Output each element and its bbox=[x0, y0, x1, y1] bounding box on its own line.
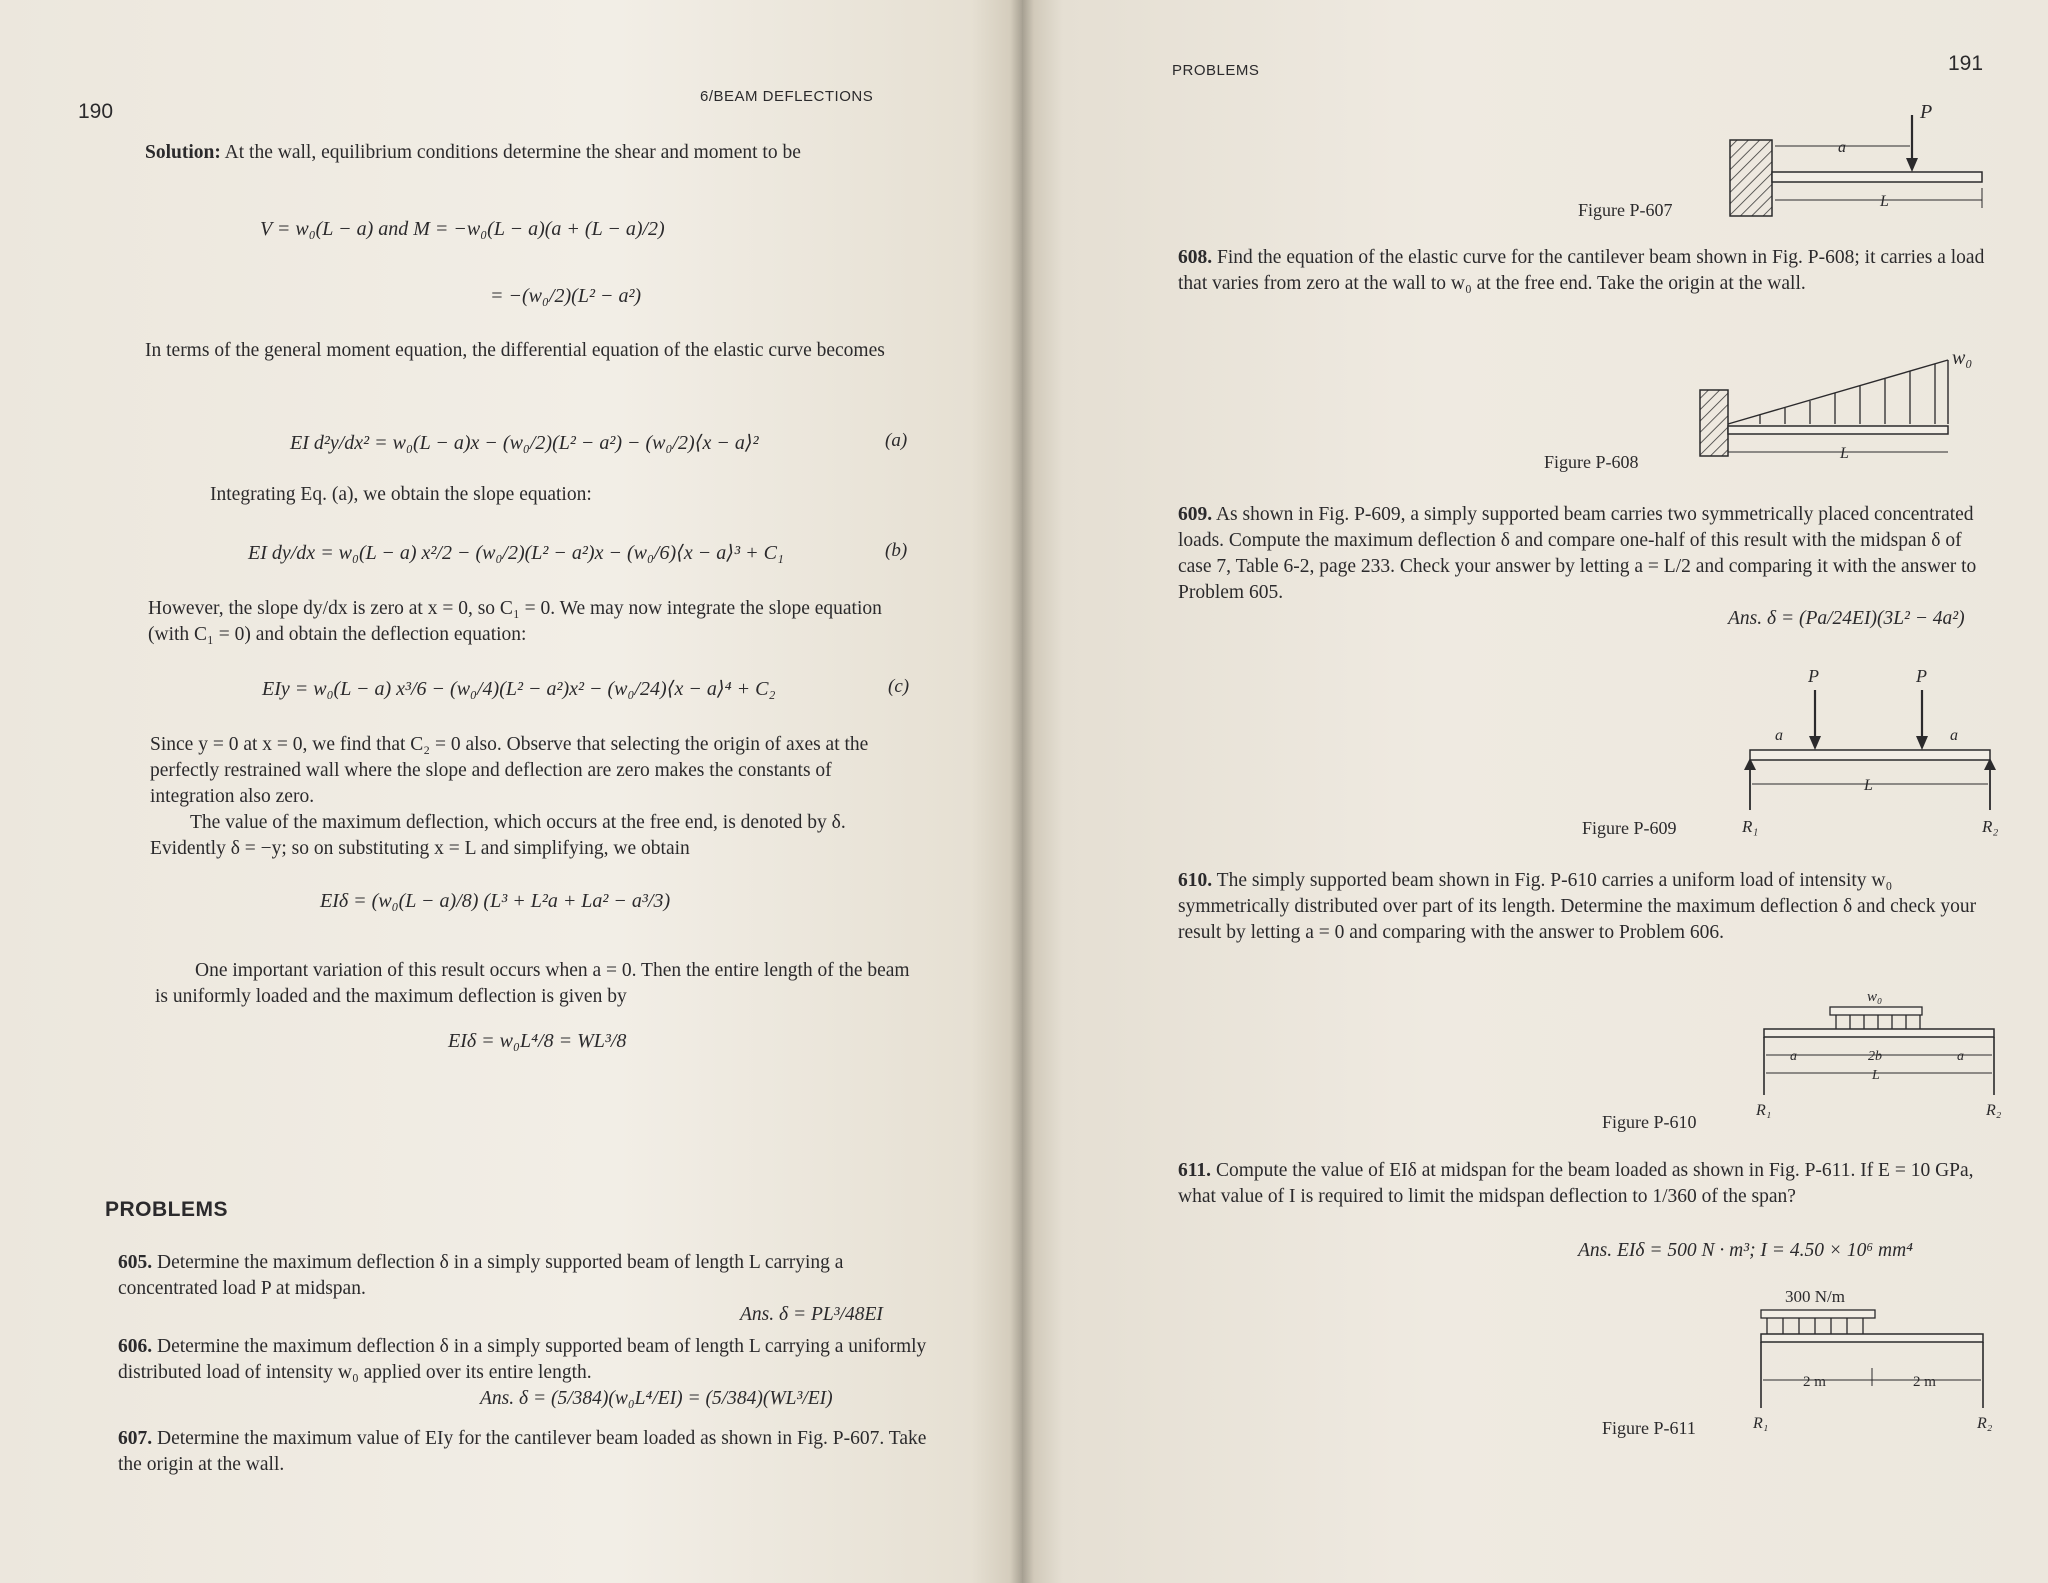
cantilever-beam bbox=[1772, 172, 1982, 182]
equation-final: EIδ = w₀L⁴/8 = WL³/8 bbox=[448, 1030, 627, 1052]
problem-611-answer: Ans. EIδ = 500 N · m³; I = 4.50 × 10⁶ mm⁴ bbox=[1578, 1240, 1913, 1261]
dimension-2m-left-label: 2 m bbox=[1803, 1374, 1826, 1390]
problem-610-number: 610. bbox=[1178, 870, 1213, 891]
reaction-label-left: R₁ bbox=[1753, 1415, 1769, 1432]
simply-supported-beam bbox=[1761, 1334, 1983, 1342]
left-page-number: 190 bbox=[78, 100, 114, 123]
load-arrows bbox=[1836, 1015, 1920, 1029]
equation-b: EI dy/dx = w₀(L − a) x²/2 − (w₀/2)(L² − a²)x − (w₀/6)⟨x − a⟩³ + C₁ bbox=[248, 542, 784, 564]
problems-heading: PROBLEMS bbox=[105, 1198, 229, 1221]
problem-606-number: 606. bbox=[118, 1336, 153, 1357]
paragraph-general-moment: In terms of the general moment equation, the differential equation of the elastic curve becomes bbox=[145, 340, 885, 361]
load-label: P bbox=[1920, 101, 1933, 123]
paragraph-variation: One important variation of this result occurs when a = 0. Then the entire length of the beam is uniformly loaded and the maximum deflection is given by bbox=[155, 960, 910, 1007]
equation-shear-moment: V = w₀(L − a) and M = −w₀(L − a)(a + (L − a)/2) bbox=[260, 218, 665, 240]
equation-a: EI d²y/dx² = w₀(L − a)x − (w₀/2)(L² − a²) − (w₀/2)⟨x − a⟩² bbox=[290, 432, 759, 454]
simply-supported-beam bbox=[1750, 750, 1990, 760]
left-running-head: 6/BEAM DEFLECTIONS bbox=[700, 88, 874, 105]
load-intensity-label: 300 N/m bbox=[1785, 1287, 1845, 1306]
load-label-left: P bbox=[1808, 666, 1819, 686]
solution-intro bbox=[145, 140, 915, 166]
load-block bbox=[1761, 1310, 1875, 1318]
problem-609 bbox=[1178, 502, 1993, 606]
problem-605-number: 605. bbox=[118, 1252, 153, 1273]
figure-p611-caption: Figure P-611 bbox=[1602, 1418, 1696, 1438]
problem-609-answer: Ans. δ = (Pa/24EI)(3L² − 4a²) bbox=[1728, 608, 1965, 629]
load-label-right: P bbox=[1916, 666, 1927, 686]
problem-608-text: Find the equation of the elastic curve for the cantilever beam shown in Fig. P-608; it carries a load that varies from zero at the wall to w₀ at the free end. Take the origin at the wall. bbox=[1178, 247, 1985, 294]
figure-p608 bbox=[1690, 340, 1980, 470]
wall-support bbox=[1730, 140, 1772, 216]
load-arrowhead-left bbox=[1809, 736, 1821, 750]
problem-609-text: As shown in Fig. P-609, a simply supported beam carries two symmetrically placed concentrated loads. Compute the maximum deflection δ and compare one-half of this result with the midspan δ of case 7, Table 6-2, page 233. Check your answer by letting a = L/2 and comparing it with the answer to Problem 605. bbox=[1178, 504, 1977, 603]
dimension-l-label: L bbox=[1880, 193, 1889, 210]
load-intensity-label: w₀ bbox=[1952, 347, 1973, 369]
reaction-label-left: R₁ bbox=[1756, 1102, 1772, 1119]
right-running-head: PROBLEMS bbox=[1172, 62, 1260, 79]
equation-c: EIy = w₀(L − a) x³/6 − (w₀/4)(L² − a²)x² − (w₀/24)⟨x − a⟩⁴ + C₂ bbox=[262, 678, 776, 700]
reaction-label-left: R₁ bbox=[1742, 817, 1759, 836]
paragraph-however: However, the slope dy/dx is zero at x = 0, so C₁ = 0. We may now integrate the slope equation (with C₁ = 0) and obtain the deflection equation: bbox=[148, 598, 882, 645]
load-intensity-label: w₀ bbox=[1867, 989, 1883, 1005]
problem-605-answer: Ans. δ = PL³/48EI bbox=[740, 1304, 883, 1325]
paragraph-integrating: Integrating Eq. (a), we obtain the slope equation: bbox=[210, 484, 592, 505]
problem-608 bbox=[1178, 245, 1993, 297]
paragraph-since: Since y = 0 at x = 0, we find that C₂ = 0 also. Observe that selecting the origin of axes at the perfectly restrained wall where the slope and deflection are zero makes the constants of integration also zero. bbox=[150, 734, 869, 807]
dimension-a-left-label: a bbox=[1790, 1049, 1797, 1064]
dimension-a-left-label: a bbox=[1775, 727, 1783, 744]
problem-610 bbox=[1178, 868, 1993, 946]
reaction-label-right: R₂ bbox=[1977, 1415, 1993, 1432]
figure-p610 bbox=[1752, 985, 2007, 1125]
right-page-number: 191 bbox=[1948, 52, 1984, 75]
load-arrows bbox=[1767, 1318, 1863, 1334]
dimension-l-label: L bbox=[1864, 777, 1873, 794]
paragraph-max-deflection: The value of the maximum deflection, which occurs at the free end, is denoted by δ. Evidently δ = −y; so on substituting x = L and simplifying, we obtain bbox=[150, 812, 846, 859]
problem-611-number: 611. bbox=[1178, 1160, 1212, 1181]
dimension-2m-right-label: 2 m bbox=[1913, 1374, 1936, 1390]
problem-607-number: 607. bbox=[118, 1428, 153, 1449]
solution-intro-text: At the wall, equilibrium conditions determine the shear and moment to be bbox=[224, 142, 801, 163]
problem-605 bbox=[118, 1250, 928, 1302]
problem-606-text: Determine the maximum deflection δ in a simply supported beam of length L carrying a uniformly distributed load of intensity w₀ applied over its entire length. bbox=[118, 1336, 927, 1383]
problem-611 bbox=[1178, 1158, 1993, 1210]
dimension-2b-label: 2b bbox=[1868, 1049, 1882, 1064]
problem-609-number: 609. bbox=[1178, 504, 1213, 525]
figure-p608-caption: Figure P-608 bbox=[1544, 452, 1639, 472]
figure-p609 bbox=[1730, 660, 2010, 840]
dimension-a-right-label: a bbox=[1957, 1049, 1964, 1064]
dimension-l-label: L bbox=[1840, 445, 1849, 462]
simply-supported-beam bbox=[1764, 1029, 1994, 1037]
load-arrowhead bbox=[1906, 158, 1918, 172]
load-block bbox=[1830, 1007, 1922, 1015]
problem-611-text: Compute the value of EIδ at midspan for the beam loaded as shown in Fig. P-611. If E = 10 GPa, what value of I is required to limit the midspan deflection to 1/360 of the span? bbox=[1178, 1160, 1974, 1207]
problem-610-text: The simply supported beam shown in Fig. P-610 carries a uniform load of intensity w₀ symmetrically distributed over part of its length. Determine the maximum deflection δ and check your result by letting a = 0 and comparing with the answer to Problem 606. bbox=[1178, 870, 1977, 943]
problem-608-number: 608. bbox=[1178, 247, 1213, 268]
solution-label: Solution: bbox=[145, 142, 221, 163]
reaction-label-right: R₂ bbox=[1986, 1102, 2002, 1119]
load-diagram-edge bbox=[1728, 360, 1948, 424]
load-arrows bbox=[1760, 364, 1935, 424]
figure-p610-caption: Figure P-610 bbox=[1602, 1112, 1697, 1132]
cantilever-beam bbox=[1728, 426, 1948, 434]
problem-606-answer: Ans. δ = (5/384)(w₀L⁴/EI) = (5/384)(WL³/EI) bbox=[480, 1388, 833, 1409]
problem-606 bbox=[118, 1334, 928, 1386]
figure-p607-caption: Figure P-607 bbox=[1578, 200, 1673, 220]
load-arrowhead-right bbox=[1916, 736, 1928, 750]
figure-p611 bbox=[1745, 1280, 1995, 1435]
reaction-label-right: R₂ bbox=[1982, 817, 1999, 836]
problem-605-text: Determine the maximum deflection δ in a simply supported beam of length L carrying a concentrated load P at midspan. bbox=[118, 1252, 844, 1299]
problem-607 bbox=[118, 1426, 928, 1478]
problem-607-text: Determine the maximum value of EIy for the cantilever beam loaded as shown in Fig. P-607. Take the origin at the wall. bbox=[118, 1428, 927, 1475]
dimension-a-label: a bbox=[1838, 139, 1846, 156]
figure-p609-caption: Figure P-609 bbox=[1582, 818, 1677, 838]
equation-a-label: (a) bbox=[885, 430, 908, 451]
wall-support bbox=[1700, 390, 1728, 456]
equation-delta: EIδ = (w₀(L − a)/8) (L³ + L²a + La² − a³/3) bbox=[320, 890, 671, 912]
book-gutter bbox=[1010, 0, 1034, 1583]
dimension-l-label: L bbox=[1872, 1068, 1880, 1083]
equation-b-label: (b) bbox=[885, 540, 908, 561]
dimension-a-right-label: a bbox=[1950, 727, 1958, 744]
equation-moment-simplified: = −(w₀/2)(L² − a²) bbox=[490, 285, 642, 307]
figure-p607 bbox=[1720, 100, 2000, 230]
equation-c-label: (c) bbox=[888, 676, 910, 697]
